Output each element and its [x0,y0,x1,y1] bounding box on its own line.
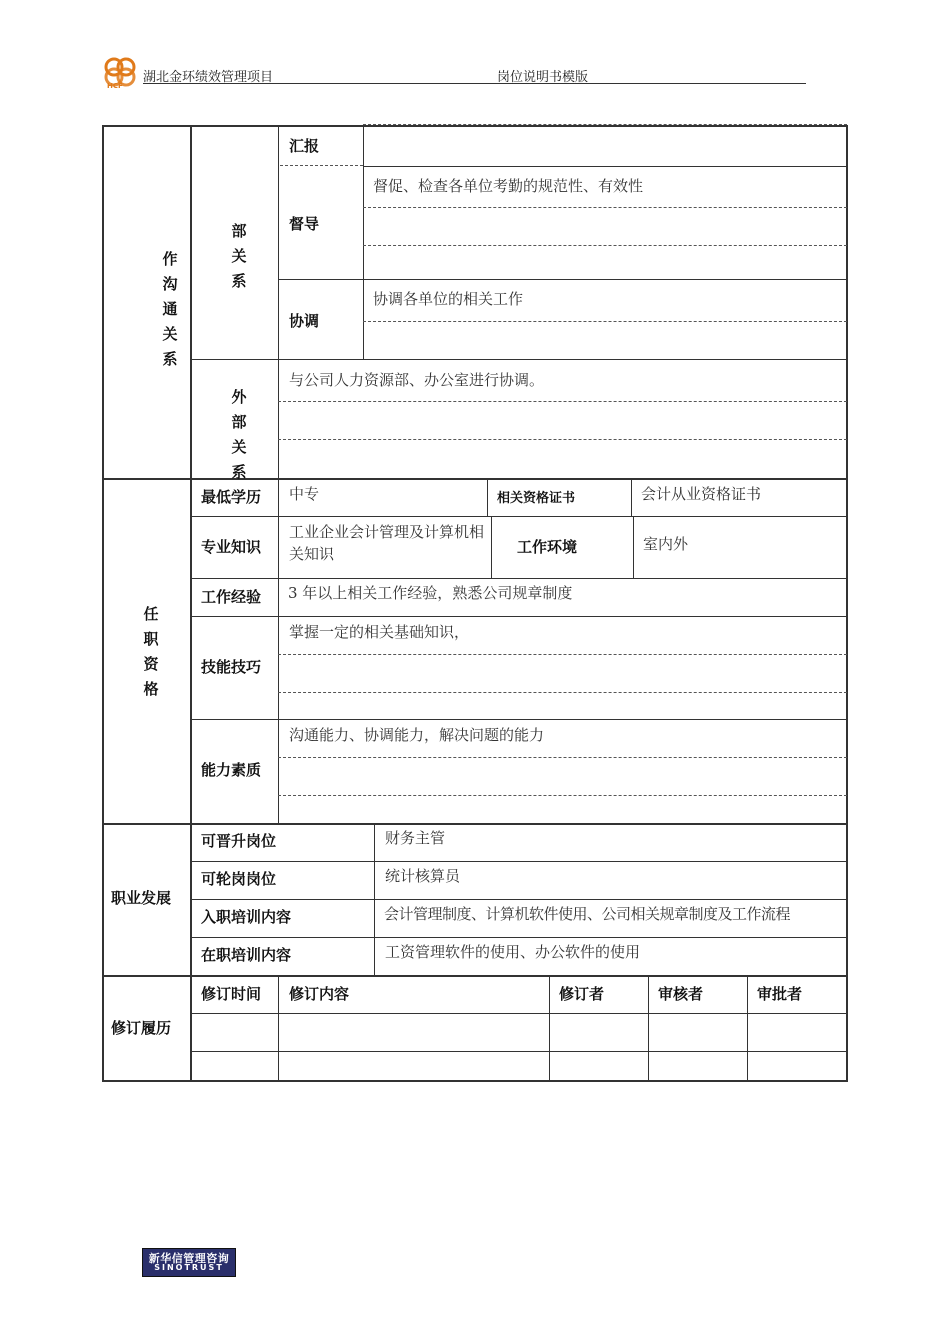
supervise-value: 督促、检查各单位考勤的规范性、有效性 [373,177,644,195]
certificate-label: 相关资格证书 [497,491,576,506]
project-name: 湖北金环绩效管理项目 [143,70,274,85]
footer-logo [142,1248,236,1277]
ability-label: 能力素质 [201,761,262,779]
column-revision-time: 修订时间 [201,985,262,1003]
footer-brand-en: SINOTRUST [154,1263,224,1272]
column-reviser: 修订者 [559,985,605,1003]
experience-value: 3 年以上相关工作经验，熟悉公司规章制度 [288,584,573,602]
qualification-section-title: 任 职 资 格 [143,605,159,698]
supervise-label: 督导 [289,215,320,233]
career-section-title: 职业发展 [111,889,172,907]
footer-brand-cn: 新华信管理咨询 [148,1252,230,1265]
revision-section-title: 修订履历 [111,1019,172,1037]
column-approver: 审批者 [757,985,803,1003]
report-label: 汇报 [289,137,320,155]
onjob-label: 在职培训内容 [201,946,292,964]
onboarding-value: 会计管理制度、计算机软件使用、公司相关规章制度及工作流程 [384,905,791,923]
onjob-value: 工资管理软件的使用、办公软件的使用 [385,943,641,961]
column-reviewer: 审核者 [658,985,704,1003]
knowledge-label: 专业知识 [201,538,262,556]
skills-label: 技能技巧 [201,658,262,676]
header-rule [143,83,806,84]
ability-value: 沟通能力、协调能力，解决问题的能力 [289,726,545,744]
certificate-value: 会计从业资格证书 [641,485,762,503]
rotation-label: 可轮岗岗位 [201,870,277,888]
education-value: 中专 [289,485,320,503]
experience-label: 工作经验 [201,588,262,606]
coordinate-value: 协调各单位的相关工作 [373,290,524,308]
template-name: 岗位说明书模版 [497,70,589,85]
onboarding-label: 入职培训内容 [201,908,292,926]
rotation-value: 统计核算员 [385,867,461,885]
promotion-label: 可晋升岗位 [201,832,277,850]
communication-section-title: 作 沟 通 关 系 [162,250,178,368]
environment-label: 工作环境 [517,538,578,556]
skills-value: 掌握一定的相关基础知识， [289,623,470,641]
column-revision-content: 修订内容 [289,985,350,1003]
promotion-value: 财务主管 [385,829,446,847]
coordinate-label: 协调 [289,312,320,330]
external-relations-title: 外 部 关 系 [231,388,247,481]
external-value: 与公司人力资源部、办公室进行协调。 [289,371,545,389]
education-label: 最低学历 [201,488,262,506]
knowledge-value: 工业企业会计管理及计算机相关知识 [289,523,485,563]
internal-relations-title: 部 关 系 [231,222,247,290]
logo-text: HCF [107,82,123,90]
environment-value: 室内外 [643,535,689,553]
